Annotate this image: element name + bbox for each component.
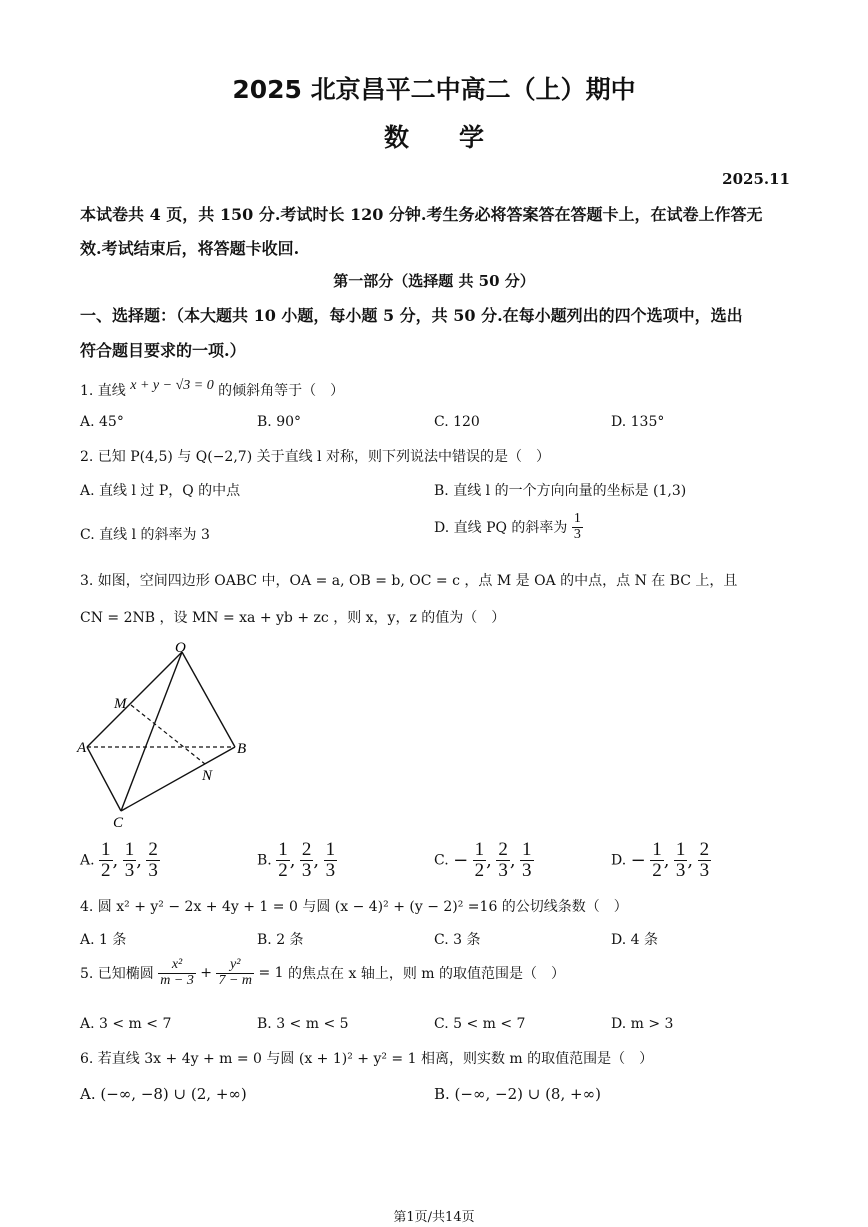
instructions-line2: 效.考试结束后，将答题卡收回. xyxy=(80,239,300,258)
q5-option-b[interactable]: B. 3 < m < 5 xyxy=(257,1016,349,1032)
q5-option-c[interactable]: C. 5 < m < 7 xyxy=(434,1016,526,1032)
q1-option-c[interactable]: C. 120 xyxy=(434,414,480,430)
q5-fraction-2: $\frac{\text{y²}}{7 - m}$ xyxy=(218,957,253,988)
q2-option-c[interactable]: C. 直线 l 的斜率为 3 xyxy=(80,527,210,543)
q5-option-d[interactable]: D. m > 3 xyxy=(611,1016,674,1032)
question-3-line1: 3. 如图，空间四边形 OABC 中，OA = a, OB = b, OC = c ，点 M 是 OA 的中点，点 N 在 BC 上，且 xyxy=(80,573,738,589)
q4-option-a[interactable]: A. 1 条 xyxy=(80,932,127,948)
question-4: 4. 圆 x² + y² − 2x + 4y + 1 = 0 与圆 (x − 4)² + (y − 2)² =16 的公切线条数（ ） xyxy=(80,899,628,915)
tetrahedron-figure xyxy=(75,635,265,835)
exam-date: 2025.11 xyxy=(722,170,790,188)
question-2: 2. 已知 P(4,5) 与 Q(−2,7) 关于直线 l 对称，则下列说法中错误的是（ ） xyxy=(80,449,550,465)
instructions-line1: 本试卷共 4 页，共 150 分.考试时长 120 分钟.考生务必将答案答在答题卡上，在试卷上作答无 xyxy=(80,205,763,224)
q1-option-a[interactable]: A. 45° xyxy=(80,414,124,430)
q2-option-d[interactable] xyxy=(434,512,583,542)
label-A: A xyxy=(77,740,87,756)
q3-option-a[interactable]: A. $\frac{1}{2}$ , $\frac{1}{3}$ , $\frac{2}{3}$ xyxy=(80,839,158,881)
question-1 xyxy=(80,380,344,400)
section-heading-line2: 符合题目要求的一项.） xyxy=(80,341,246,360)
q6-option-a[interactable]: A. (−∞, −8) ∪ (2, +∞) xyxy=(80,1085,247,1103)
q2-d-numerator: 1 xyxy=(573,511,581,526)
label-C: C xyxy=(113,815,124,831)
q2-option-d-text: D. 直线 PQ 的斜率为 xyxy=(434,520,568,537)
q1-option-b[interactable]: B. 90° xyxy=(257,414,302,430)
q5-fraction-1: $\frac{\text{x²}}{m - 3}$ xyxy=(160,957,194,988)
q3-option-c[interactable]: C. − $\frac{1}{2}$ , $\frac{2}{3}$ , $\frac{1}{3}$ xyxy=(434,839,532,881)
q4-option-d[interactable]: D. 4 条 xyxy=(611,932,658,948)
label-M: M xyxy=(114,696,127,712)
question-6: 6. 若直线 3x + 4y + m = 0 与圆 (x + 1)² + y² = 1 相离，则实数 m 的取值范围是（ ） xyxy=(80,1051,654,1067)
q2-option-a[interactable]: A. 直线 l 过 P，Q 的中点 xyxy=(80,483,241,499)
q6-option-b[interactable]: B. (−∞, −2) ∪ (8, +∞) xyxy=(434,1085,601,1103)
q4-option-b[interactable]: B. 2 条 xyxy=(257,932,304,948)
q2-d-denominator: 3 xyxy=(573,526,581,542)
label-B: B xyxy=(237,741,247,757)
q1-expression: x + y − √3 = 0 xyxy=(130,378,214,393)
subject-title: 数 学 xyxy=(383,123,484,152)
part1-heading: 第一部分（选择题 共 50 分） xyxy=(333,272,535,290)
q5-option-a[interactable]: A. 3 < m < 7 xyxy=(80,1016,172,1032)
q1-option-d[interactable]: D. 135° xyxy=(611,414,665,430)
q1-suffix: 的倾斜角等于（ ） xyxy=(218,383,345,399)
q2-option-d-fraction xyxy=(572,512,583,542)
q2-option-b[interactable]: B. 直线 l 的一个方向向量的坐标是 (1,3) xyxy=(434,483,687,499)
q4-option-c[interactable]: C. 3 条 xyxy=(434,932,481,948)
exam-title: 2025 北京昌平二中高二（上）期中 xyxy=(232,75,636,104)
section-heading-line1: 一、选择题：（本大题共 10 小题，每小题 5 分，共 50 分.在每小题列出的四个选项中，选出 xyxy=(80,306,743,325)
q3-option-b[interactable]: B. $\frac{1}{2}$ , $\frac{2}{3}$ , $\frac{1}{3}$ xyxy=(257,839,336,881)
page-footer: 第1页/共14页 xyxy=(393,1210,475,1225)
label-N: N xyxy=(202,768,213,784)
q3-option-d[interactable]: D. − $\frac{1}{2}$ , $\frac{1}{3}$ , $\frac{2}{3}$ xyxy=(611,839,710,881)
question-3-line2: CN = 2NB ，设 MN = xa + yb + zc ，则 x，y，z 的值为（ ） xyxy=(80,610,506,626)
label-O: O xyxy=(175,640,186,656)
q1-prefix: 1. 直线 xyxy=(80,383,126,399)
question-5: 5. 已知椭圆 $\frac{\text{x²}}{m - 3}$ + $\frac{\text{y²}}{7 - m}$ = 1 的焦点在 x 轴上，则 m 的取值范围是（ ） xyxy=(80,957,566,988)
